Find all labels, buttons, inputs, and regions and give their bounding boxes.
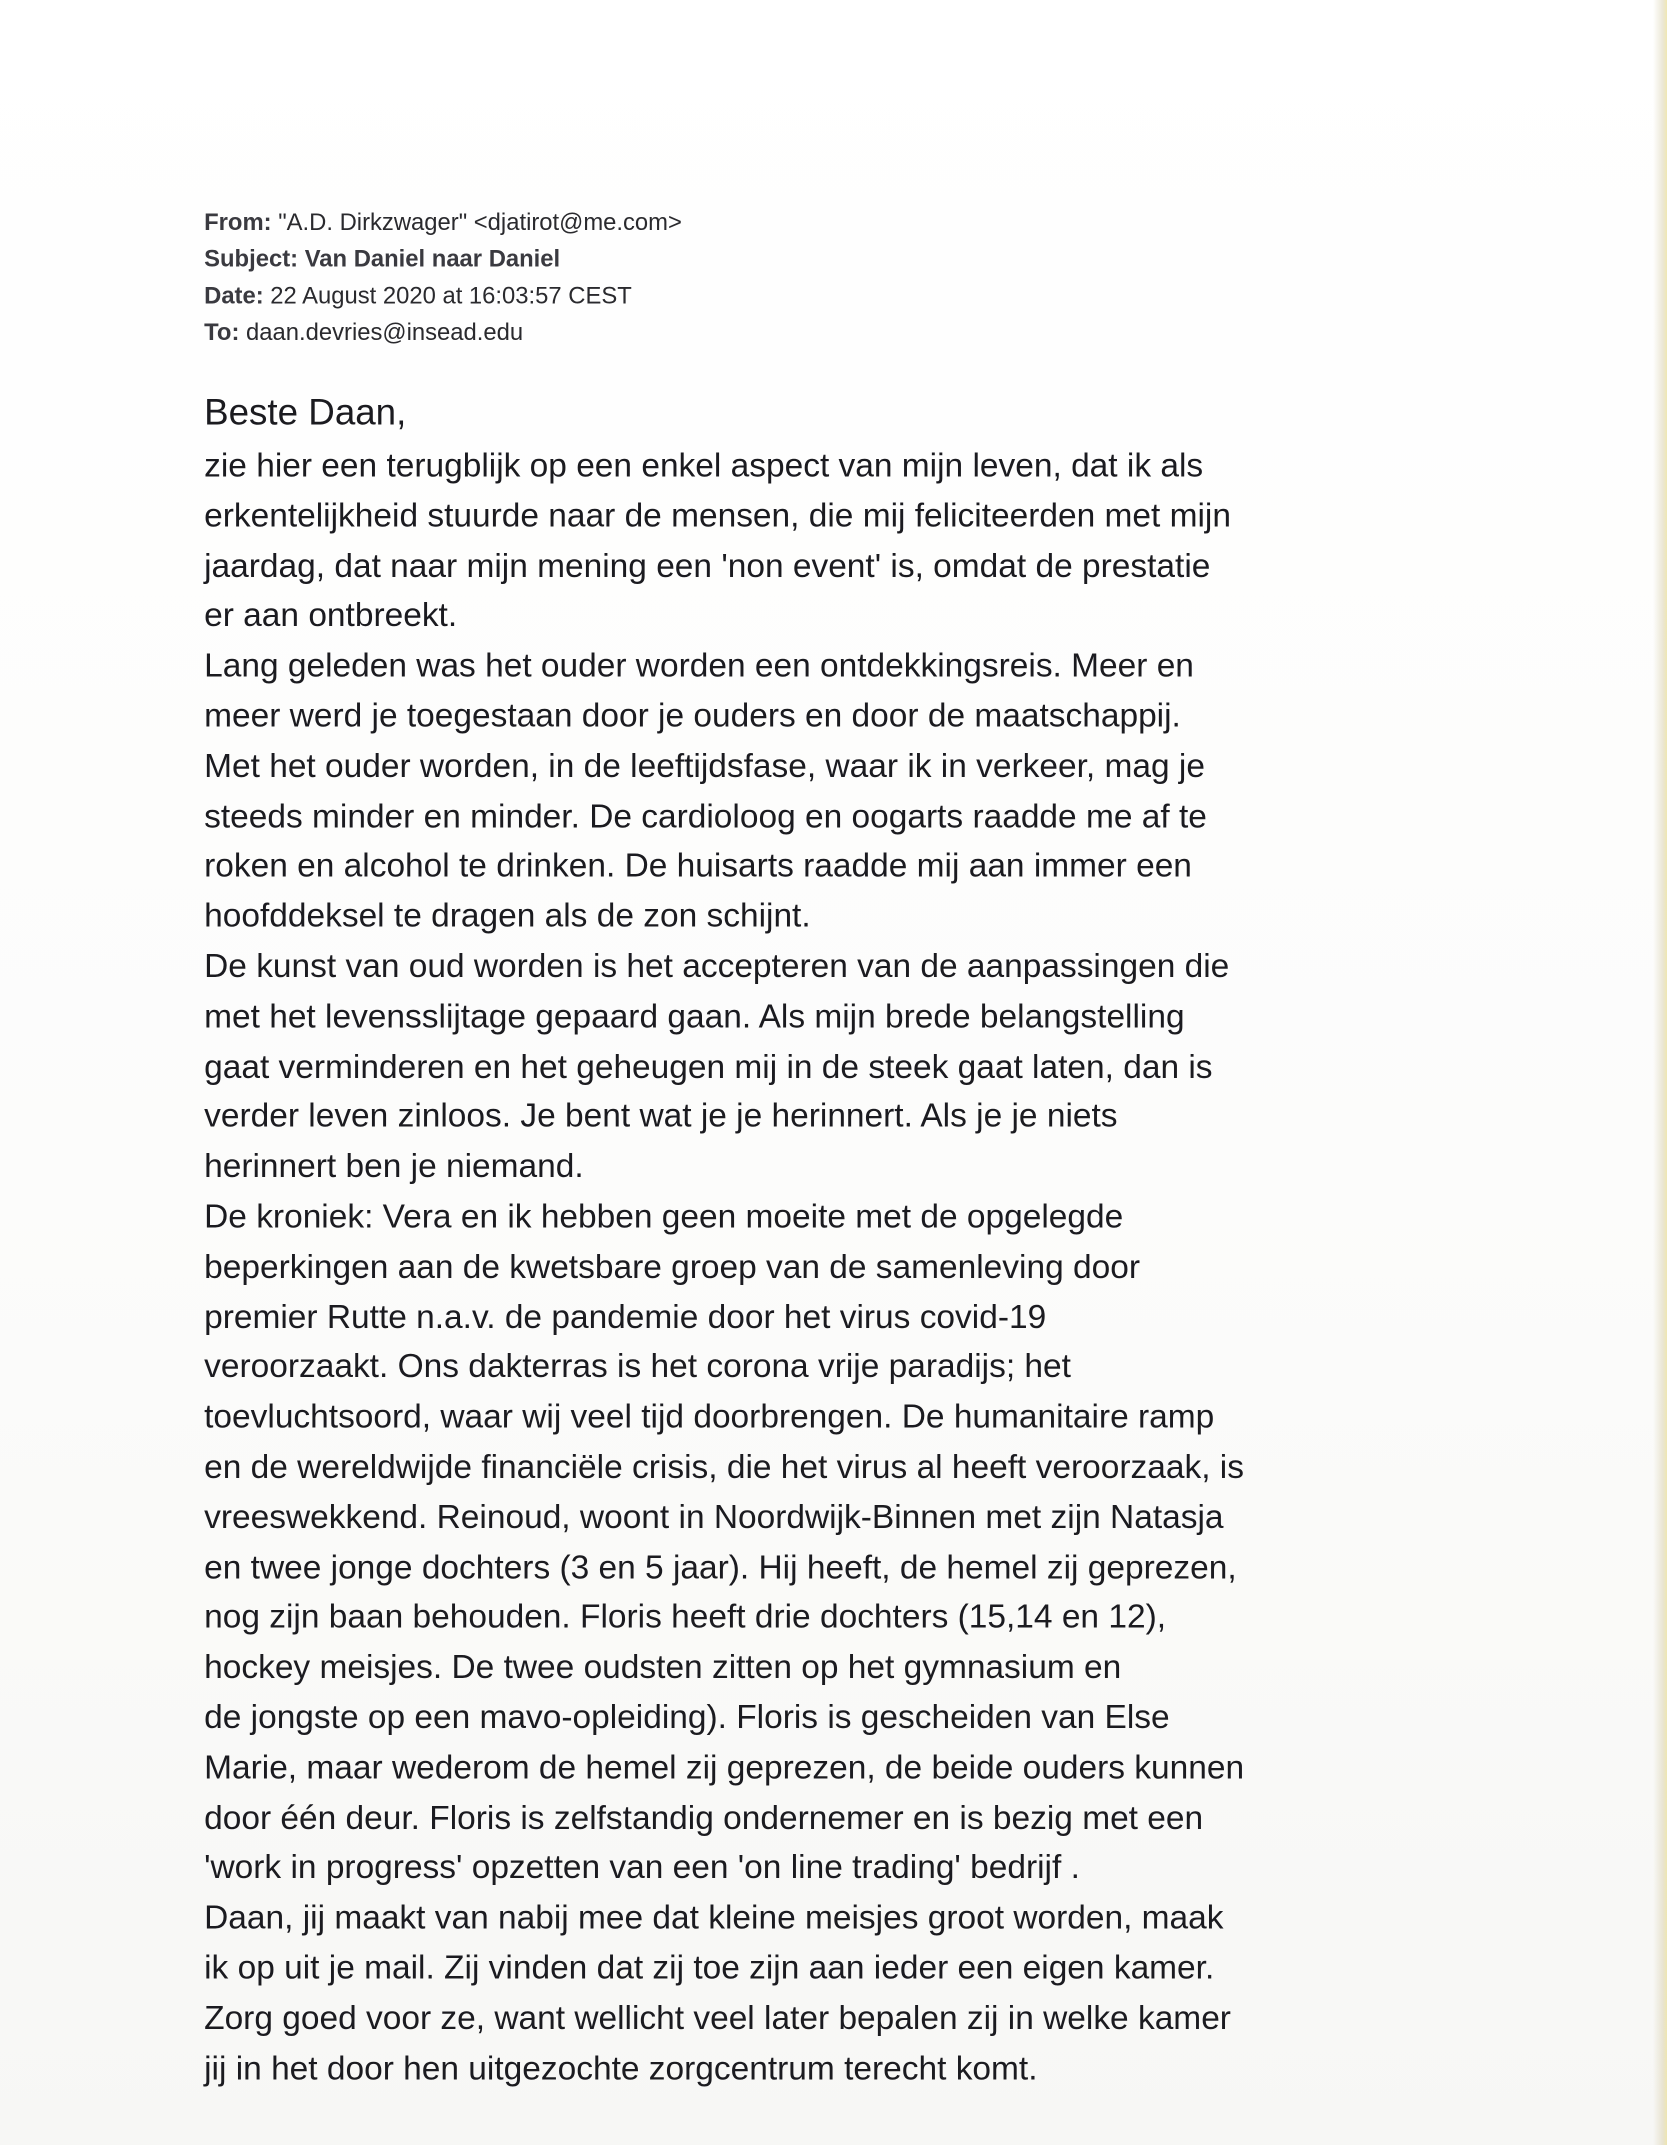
body-line: gaat verminderen en het geheugen mij in de steek gaat laten, dan is	[204, 1048, 1213, 1086]
from-row	[204, 204, 1157, 241]
body-line: Marie, maar wederom de hemel zij geprezen, de beide ouders kunnen	[204, 1749, 1245, 1787]
date-label: Date:	[204, 281, 264, 309]
body-line: met het levensslijtage gepaard gaan. Als mijn brede belangstelling	[204, 998, 1185, 1036]
to-row	[204, 314, 1157, 351]
body-line: jaardag, dat naar mijn mening een 'non event' is, omdat de prestatie	[204, 547, 1211, 585]
body-line: De kroniek: Vera en ik hebben geen moeite met de opgelegde	[204, 1198, 1124, 1236]
body-line: door één deur. Floris is zelfstandig ondernemer en is bezig met een	[204, 1799, 1204, 1837]
to-value: daan.devries@insead.edu	[246, 318, 524, 346]
body-line: Lang geleden was het ouder worden een ontdekkingsreis. Meer en	[204, 647, 1194, 685]
body-line: hockey meisjes. De twee oudsten zitten op het gymnasium en	[204, 1649, 1122, 1687]
subject-value: Van Daniel naar Daniel	[304, 244, 561, 273]
body-line: er aan ontbreekt.	[204, 597, 458, 635]
body-line: toevluchtsoord, waar wij veel tijd doorbrengen. De humanitaire ramp	[204, 1399, 1215, 1436]
body-line: premier Rutte n.a.v. de pandemie door het virus covid-19	[204, 1298, 1047, 1336]
letter-body	[204, 442, 1510, 2094]
body-line: Met het ouder worden, in de leeftijdsfase, waar ik in verkeer, mag je	[204, 748, 1205, 785]
from-value: "A.D. Dirkzwager" <djatirot@me.com>	[278, 208, 682, 236]
body-line: 'work in progress' opzetten van een 'on line trading' bedrijf .	[204, 1849, 1080, 1887]
body-line: en de wereldwijde financiële crisis, die het virus al heeft veroorzaak, is	[204, 1449, 1244, 1486]
body-line: steeds minder en minder. De cardioloog en oogarts raadde me af te	[204, 798, 1207, 835]
subject-row	[204, 241, 1157, 278]
date-row	[204, 278, 1157, 315]
body-line: vreeswekkend. Reinoud, woont in Noordwijk-Binnen met zijn Natasja	[204, 1499, 1224, 1536]
body-line: De kunst van oud worden is het accepteren van de aanpassingen die	[204, 948, 1230, 986]
body-line: meer werd je toegestaan door je ouders en door de maatschappij.	[204, 698, 1181, 735]
body-line: zie hier een terugblijk op een enkel aspect van mijn leven, dat ik als	[204, 447, 1204, 485]
body-line: beperkingen aan de kwetsbare groep van de samenleving door	[204, 1248, 1140, 1286]
body-line: jij in het door hen uitgezochte zorgcentrum terecht komt.	[204, 2050, 1038, 2087]
body-line: verder leven zinloos. Je bent wat je je herinnert. Als je je niets	[204, 1098, 1118, 1136]
date-value: 22 August 2020 at 16:03:57 CEST	[270, 281, 632, 309]
body-line: de jongste op een mavo-opleiding). Floris is gescheiden van Else	[204, 1699, 1170, 1737]
subject-label: Subject:	[204, 244, 299, 273]
greeting: Beste Daan,	[204, 391, 407, 433]
body-line: Zorg goed voor ze, want wellicht veel later bepalen zij in welke kamer	[204, 1999, 1231, 2037]
body-line: hoofddeksel te dragen als de zon schijnt.	[204, 898, 811, 936]
body-line: nog zijn baan behouden. Floris heeft drie dochters (15,14 en 12),	[204, 1599, 1167, 1637]
body-line: roken en alcohol te drinken. De huisarts raadde mij aan immer een	[204, 848, 1192, 886]
body-line: ik op uit je mail. Zij vinden dat zij toe zijn aan ieder een eigen kamer.	[204, 1949, 1215, 1987]
body-line: Daan, jij maakt van nabij mee dat kleine meisjes groot worden, maak	[204, 1899, 1224, 1937]
body-line: erkentelijkheid stuurde naar de mensen, die mij feliciteerden met mijn	[204, 497, 1231, 535]
to-label: To:	[204, 318, 240, 346]
from-label: From:	[204, 208, 272, 236]
body-line: veroorzaakt. Ons dakterras is het corona vrije paradijs; het	[204, 1349, 1071, 1386]
body-line: herinnert ben je niemand.	[204, 1148, 584, 1186]
body-line: en twee jonge dochters (3 en 5 jaar). Hij heeft, de hemel zij geprezen,	[204, 1549, 1237, 1587]
email-header	[204, 204, 1157, 351]
